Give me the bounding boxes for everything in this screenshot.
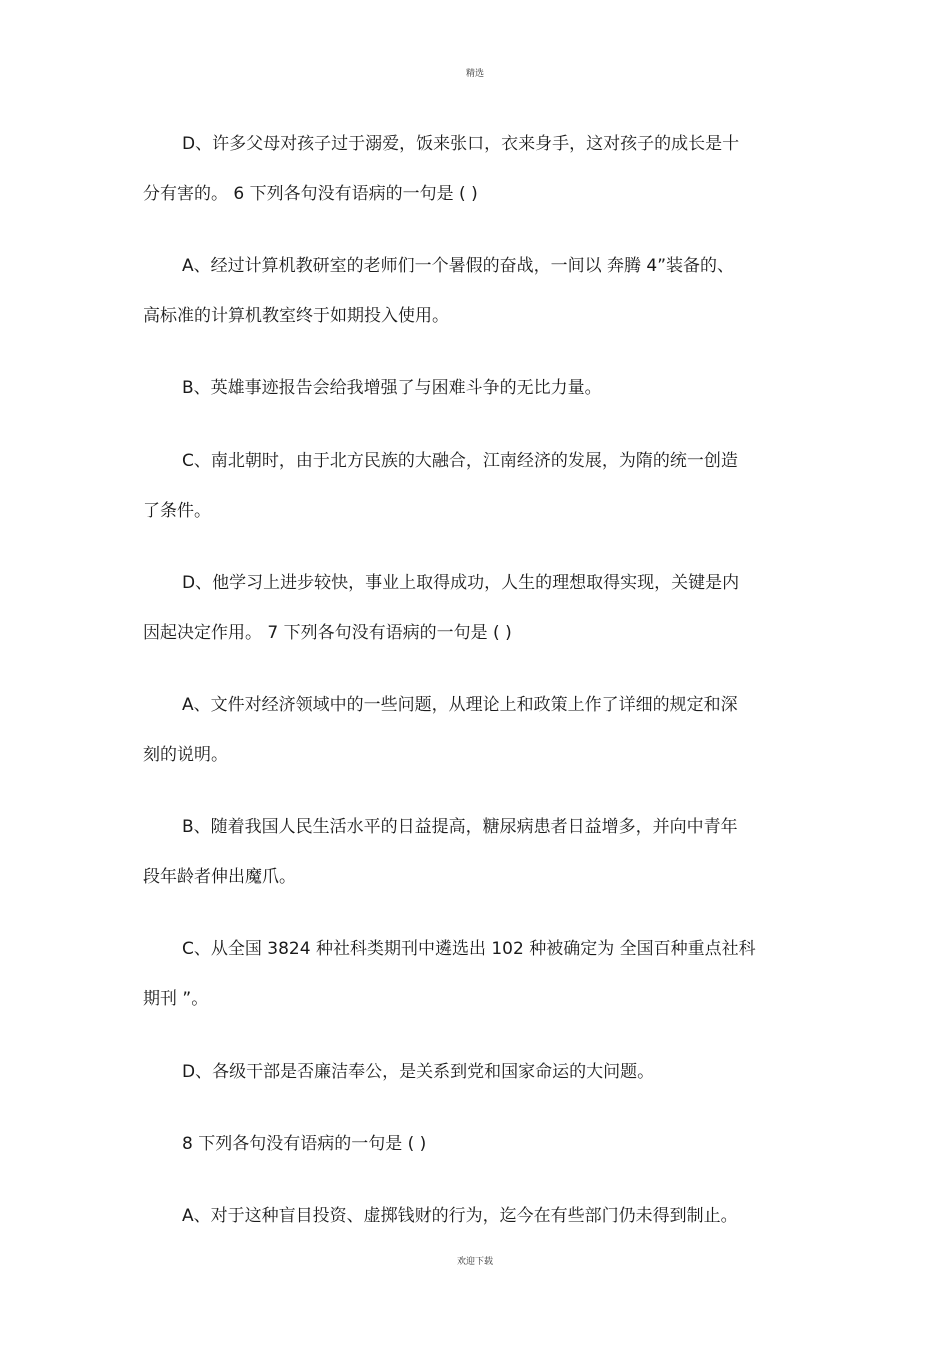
text-line-17: 8 下列各句没有语病的一句是 ( ) [182,1134,427,1154]
text-line-16: D、各级干部是否廉洁奉公，是关系到党和国家命运的大问题。 [182,1062,655,1082]
text-line-2: 分有害的。 6 下列各句没有语病的一句是 ( ) [143,184,478,204]
text-line-6: C、南北朝时，由于北方民族的大融合，江南经济的发展，为隋的统一创造 [182,451,738,471]
text-line-8: D、他学习上进步较快，事业上取得成功，人生的理想取得实现，关键是内 [182,573,740,593]
text-line-10: A、文件对经济领域中的一些问题，从理论上和政策上作了详细的规定和深 [182,695,738,715]
page-footer-mark: 欢迎下载 [456,1257,493,1267]
text-line-15: 期刊 ”。 [143,989,209,1009]
text-line-11: 刻的说明。 [143,745,228,765]
text-line-14: C、从全国 3824 种社科类期刊中遴选出 102 种被确定为 全国百种重点社科 [182,939,756,959]
page-header-mark: 精选 [465,69,484,79]
text-line-4: 高标准的计算机教室终于如期投入使用。 [143,306,449,326]
text-line-7: 了条件。 [143,501,211,521]
text-line-12: B、随着我国人民生活水平的日益提高，糖尿病患者日益增多，并向中青年 [182,817,738,837]
text-line-9: 因起决定作用。 7 下列各句没有语病的一句是 ( ) [143,623,512,643]
text-line-5: B、英雄事迹报告会给我增强了与困难斗争的无比力量。 [182,378,602,398]
text-line-3: A、经过计算机教研室的老师们一个暑假的奋战，一间以 奔腾 4”装备的、 [182,256,735,276]
text-line-13: 段年龄者伸出魔爪。 [143,867,296,887]
text-line-1: D、许多父母对孩子过于溺爱，饭来张口，衣来身手，这对孩子的成长是十 [182,134,740,154]
text-line-18: A、对于这种盲目投资、虚掷钱财的行为，迄今在有些部门仍未得到制止。 [182,1206,738,1226]
